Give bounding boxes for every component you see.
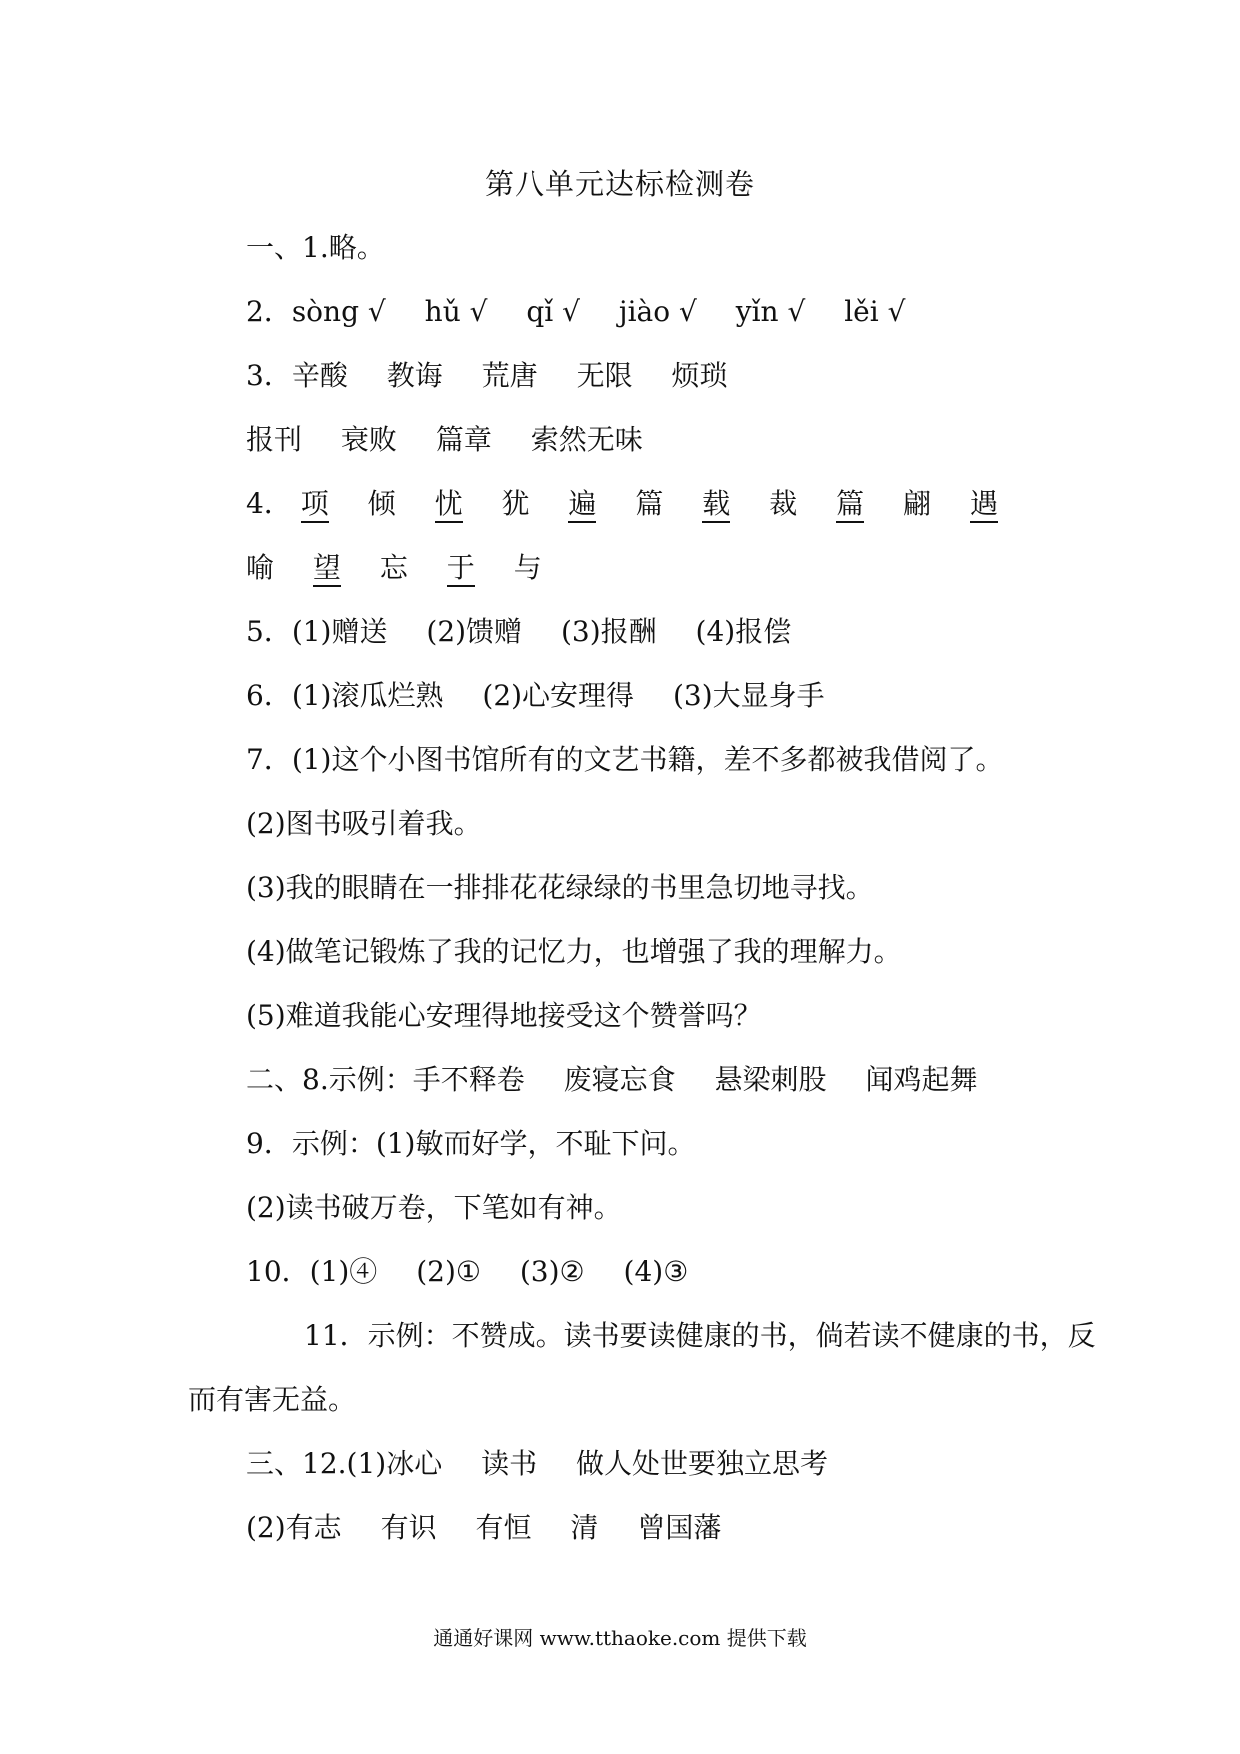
word-item: 荒唐 [481,359,538,392]
word-item: 3．辛酸 [246,359,348,392]
page-title: 第八单元达标检测卷 [484,167,755,201]
word-item: 三、12.(1)冰心 [246,1447,443,1480]
pinyin-6: lěi √ [844,295,906,328]
pinyin-4: jiào √ [618,295,697,328]
word-item: (4)③ [623,1255,689,1288]
answer-line-15: 9．示例：(1)敏而好学，不耻下问。 [246,1127,696,1160]
word-item: (2)心安理得 [482,679,635,712]
answer-line-21 [246,1508,721,1548]
pinyin-3: qǐ √ [526,295,580,328]
answer-line-7 [246,612,791,652]
underlined-char: 遍 [568,487,596,523]
word-item: 6．(1)滚瓜烂熟 [246,679,444,712]
answer-line-1: 一、1.略。 [246,231,385,264]
word-item: (4)报偿 [695,615,792,648]
underlined-char: 遇 [970,487,998,523]
answer-line-14 [246,1060,977,1100]
char-item: 篇 [635,487,664,520]
answer-line-5 [246,484,998,524]
word-item: 5．(1)赠送 [246,615,388,648]
word-item: (2)有志 [246,1511,342,1544]
word-item: (2)① [416,1255,481,1288]
char-item: 倾 [367,487,396,520]
answer-line-11: (3)我的眼睛在一排排花花绿绿的书里急切地寻找。 [246,871,874,904]
word-item: 篇章 [435,423,492,456]
underlined-char: 篇 [836,487,864,523]
underlined-char: 望 [313,551,341,587]
word-item: 教诲 [386,359,443,392]
char-item: 忘 [379,551,408,584]
answer-line-4 [246,420,643,460]
char-item: 裁 [769,487,798,520]
word-item: (2)馈赠 [426,615,523,648]
underlined-char: 载 [702,487,730,523]
answer-line-2 [246,292,905,332]
word-item: 有识 [380,1511,437,1544]
pinyin-1: 2．sòng √ [246,295,386,328]
answer-line-17 [246,1252,688,1292]
page-footer: 通通好课网 www.tthaoke.com 提供下载 [433,1626,807,1650]
word-item: 索然无味 [530,423,643,456]
char-item: 犹 [501,487,530,520]
word-item: 做人处世要独立思考 [576,1447,829,1480]
answer-line-3 [246,356,728,396]
answer-line-10: (2)图书吸引着我。 [246,807,482,840]
word-item: 悬梁刺股 [714,1063,827,1096]
word-item: (3)② [519,1255,585,1288]
pinyin-5: yǐn √ [735,295,806,328]
item-number: 4． [246,487,292,520]
word-item: 清 [570,1511,599,1544]
answer-line-6 [246,548,542,588]
answer-line-9: 7．(1)这个小图书馆所有的文艺书籍，差不多都被我借阅了。 [246,743,1004,776]
word-item: 烦琐 [671,359,728,392]
char-item: 翩 [903,487,932,520]
underlined-char: 于 [447,551,475,587]
underlined-char: 项 [301,487,329,523]
answer-line-13: (5)难道我能心安理得地接受这个赞誉吗？ [246,999,762,1032]
char-item: 与 [513,551,542,584]
underlined-char: 忧 [435,487,463,523]
answer-line-12: (4)做笔记锻炼了我的记忆力，也增强了我的理解力。 [246,935,902,968]
word-item: (3)大显身手 [672,679,825,712]
word-item: (3)报酬 [560,615,657,648]
answer-line-8 [246,676,825,716]
word-item: 读书 [481,1447,538,1480]
word-item: 废寝忘食 [563,1063,676,1096]
word-item: 无限 [576,359,633,392]
answer-line-18: 11．示例：不赞成。读书要读健康的书，倘若读不健康的书，反 [304,1319,1096,1352]
pinyin-2: hǔ √ [424,295,488,328]
char-item: 喻 [246,551,275,584]
answer-line-19: 而有害无益。 [188,1383,357,1416]
word-item: 曾国藩 [637,1511,722,1544]
word-item: 衰败 [340,423,397,456]
word-item: 有恒 [475,1511,532,1544]
word-item: 二、8.示例：手不释卷 [246,1063,525,1096]
answer-line-20 [246,1444,828,1484]
answer-line-16: (2)读书破万卷，下笔如有神。 [246,1191,622,1224]
word-item: 10．(1)④ [246,1255,378,1288]
word-item: 闻鸡起舞 [865,1063,978,1096]
word-item: 报刊 [246,423,303,456]
